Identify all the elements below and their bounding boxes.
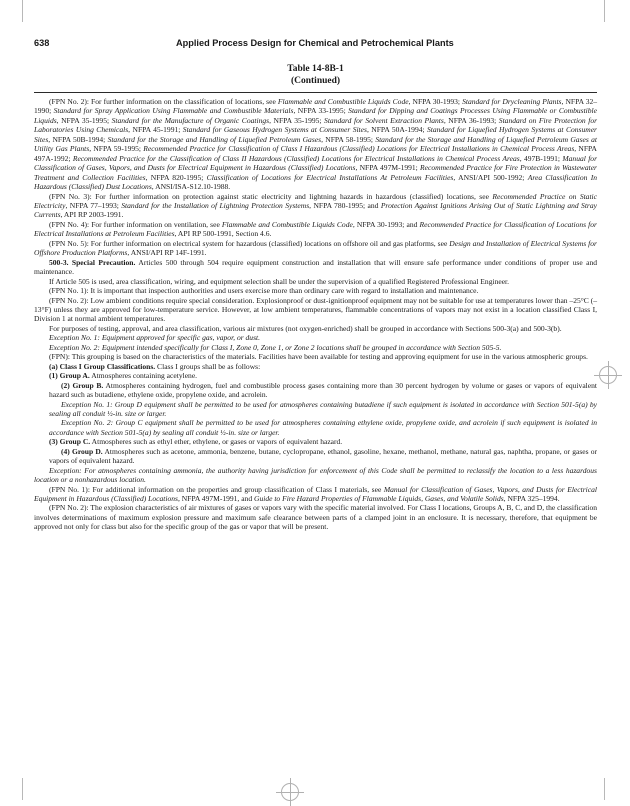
crop-mark <box>604 0 605 22</box>
table-body <box>34 97 597 532</box>
registration-mark-icon <box>281 783 299 801</box>
crop-mark <box>604 778 605 800</box>
paragraph-fpn-grouping: (FPN): This grouping is based on the characteristics of the materials. Facilities have been available for testing and approving equipment for use in the various atmospheric groups. <box>49 352 588 362</box>
class-i-group-heading: (a) Class I Group Classifications. Class I groups shall be as follows: <box>49 361 261 371</box>
paragraph-fpn-1-additional: (FPN No. 1): For additional information on the properties and group classification of Class I materials, see Manual for Classification of Gases, Vapors, and Dusts for Electrical Equipment in Hazardous (Classified) Locations, NFPA 497M-1991, and Guide to Fire Hazard Properties of Flammable Liquids, Gases, and Volatile Solids, NFPA 325–1994. <box>34 484 597 504</box>
paragraph-fpn-1: (FPN No. 1): It is important that inspection authorities and users exercise more than ordinary care with regard to installation and maintenance. <box>49 286 479 296</box>
group-b-exception-2: Exception No. 2: Group C equipment shall be permitted to be used for atmospheres containing ethylene oxide, propylene oxide, and acrolein if such equipment is isolated in accordance with Section 501-5(a) by sealing all conduit ½-in. size or larger. <box>49 418 597 437</box>
paragraph-testing-approval: For purposes of testing, approval, and area classification, various air mixtures (not oxygen-enriched) shall be grouped in accordance with Sections 500-3(a) and 500-3(b). <box>49 323 562 333</box>
section-500-3: 500-3. Special Precaution. Articles 500 through 504 require equipment construction and installation that will ensure safe performance under conditions of proper use and maintenance. <box>34 257 597 277</box>
group-d-item: (4) Group D. Atmospheres such as acetone, ammonia, benzene, butane, cyclopropane, ethanol, gasoline, hexane, methanol, methane, natural gas, naphtha, propane, or gases or vapors of equivalent hazard. <box>49 446 597 466</box>
group-a-item: (1) Group A. Atmospheres containing acetylene. <box>49 371 198 381</box>
group-b-exception-1: Exception No. 1: Group D equipment shall be permitted to be used for atmospheres containing butadiene if such equipment is isolated in accordance with Section 501-5(a) by sealing all conduit ½-in. size or larger. <box>49 399 597 418</box>
exception-2: Exception No. 2: Equipment intended specifically for Class I, Zone 0, Zone 1, or Zone 2 locations shall be grouped in accordance with Section 505-5. <box>49 342 502 352</box>
group-b-item: (2) Group B. Atmospheres containing hydrogen, fuel and combustible process gases containing more than 30 percent hydrogen by volume or gases or vapors of equivalent hazard such as butadiene, ethylene oxide, propylene oxide, and acrolein. <box>49 380 597 400</box>
paragraph-fpn-2-low-ambient: (FPN No. 2): Low ambient conditions require special consideration. Explosionproof or dust-ignitionproof equipment may not be suitable for use at temperatures lower than –25°C (–13°F) unless they are approved for low-temperature service. However, at low ambient temperatures, flammable concentrations of vapors may not exist in a location classified Class I, Division 1 at normal ambient temperatures. <box>34 295 597 324</box>
running-title: Applied Process Design for Chemical and Petrochemical Plants <box>176 38 454 48</box>
table-top-rule <box>34 92 597 93</box>
paragraph-fpn-3: (FPN No. 3): For further information on protection against static electricity and lightning hazards in hazardous (classified) locations, see Recommended Practice on Static Electricity, NFPA 77–1993; Standard for the Installation of Lightning Protection Systems, NFPA 780-1995; and Protection Against Ignitions Arising Out of Static Lightning and Stray Currents, API RP 2003-1991. <box>34 191 598 220</box>
group-c-item: (3) Group C. Atmospheres such as ethyl ether, ethylene, or gases or vapors of equivalent hazard. <box>49 437 343 447</box>
table-subtitle: (Continued) <box>290 76 341 86</box>
paragraph-fpn-4: (FPN No. 4): For further information on ventilation, see Flammable and Combustible Liquids Code, NFPA 30-1993; and Recommended Practice for Classification of Locations for Electrical Installations at Petroleum Facilities, API RP 500-1991, Section 4.6. <box>34 219 597 239</box>
crop-mark <box>22 778 23 800</box>
registration-mark-icon <box>599 366 617 384</box>
section-heading: 500-3. Special Precaution. <box>49 257 136 267</box>
group-d-exception: Exception: For atmospheres containing ammonia, the authority having jurisdiction for enforcement of this Code shall be permitted to reclassify the location to a less hazardous location or a nonhazardous location. <box>34 465 597 485</box>
paragraph-article-505: If Article 505 is used, area classification, wiring, and equipment selection shall be under the supervision of a qualified Registered Professional Engineer. <box>49 276 510 286</box>
paragraph-fpn-5: (FPN No. 5): For further information on electrical system for hazardous (classified) locations on offshore oil and gas platforms, see Design and Installation of Electrical Systems for Offshore Production Platforms, ANSI/API RP 14F-1991. <box>34 238 597 258</box>
paragraph-fpn-2-explosion: (FPN No. 2): The explosion characteristics of air mixtures of gases or vapors vary with the specific material involved. For Class I locations, Groups A, B, C, and D, the classification involves determinations of maximum explosion pressure and maximum safe clearance between parts of a clamped joint in an enclosure. It is necessary, therefore, that equipment be approved not only for class but also for the specific group of the gas or vapor that will be present. <box>34 503 597 532</box>
exception-1: Exception No. 1: Equipment approved for specific gas, vapor, or dust. <box>49 333 261 343</box>
paragraph-fpn-2: (FPN No. 2): For further information on the classification of locations, see Flammable and Combustible Liquids Code, NFPA 30-1993; Standard for Drycleaning Plants, NFPA 32–1990; Standard for Spray Application Using Flammable and Combustible Materials, NFPA 33-1995; Standard for Dipping and Coatings Processes Using Flammable or Combustible Liquids, NFPA 35-1995; Standard for the Manufacture of Organic Coatings, NFPA 35-1995; Standard for Solvent Extraction Plants, NFPA 36-1993; Standard on Fire Protection for Laboratories Using Chemicals, NFPA 45-1991; Standard for Gaseous Hydrogen Systems at Consumer Sites, NFPA 50A-1994; Standard for Liquefied Hydrogen Systems at Consumer Sites, NFPA 50B-1994; Standard for the Storage and Handling of Liquefied Petroleum Gases, NFPA 58-1995; Standard for the Storage and Handling of Liquefied Petroleum Gases at Utility Gas Plants, NFPA 59-1995; Recommended Practice for Classification of Class I Hazardous (Classified) Locations for Electrical Installations in Chemical Process Areas, NFPA 497A-1992; Recommended Practice for the Classification of Class II Hazardous (Classified) Locations for Electrical Installations in Chemical Process Areas, 497B-1991; Manual for Classification of Gases, Vapors, and Dusts for Electrical Equipment in Hazardous (Classified) Locations, NFPA 497M-1991; Recommended Practice for Fire Protection in Wastewater Treatment and Collection Facilities, NFPA 820-1995; Classification of Locations for Electrical Installations At Petroleum Facilities, ANSI/API 500-1992; Area Classification In Hazardous (Classified) Dust Locations, ANSI/ISA-S12.10-1988. <box>34 97 598 192</box>
crop-mark <box>22 0 23 22</box>
page-number: 638 <box>34 38 50 48</box>
table-title: Table 14-8B-1 <box>287 64 344 74</box>
